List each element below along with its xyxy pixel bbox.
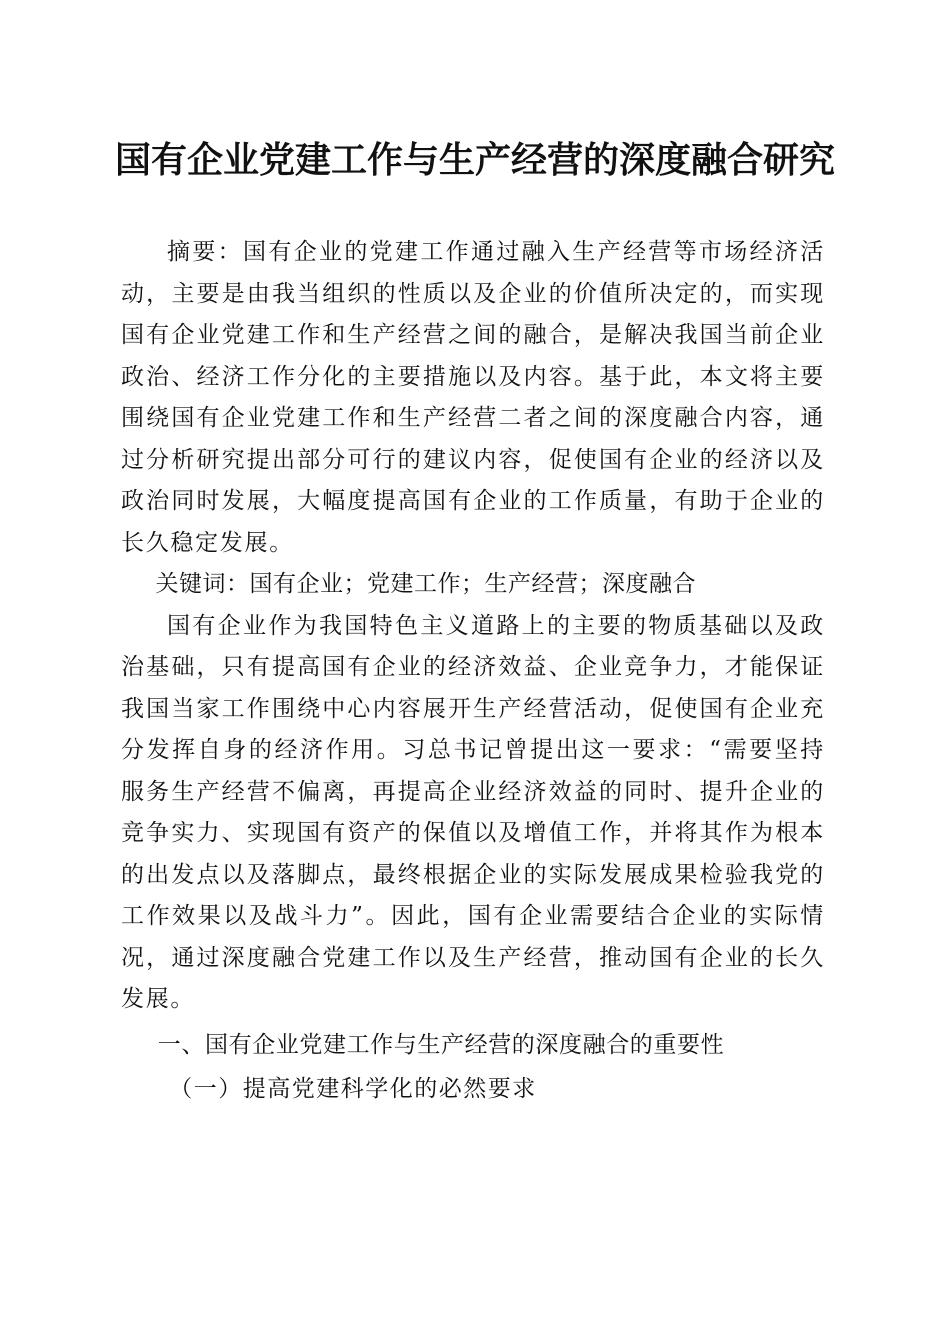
abstract-paragraph: 摘要：国有企业的党建工作通过融入生产经营等市场经济活动，主要是由我当组织的性质以及企业的价值所决定的，而实现国有企业党建工作和生产经营之间的融合，是解决我国当前企业政治、经济工作分化的主要措施以及内容。基于此，本文将主要围绕国有企业党建工作和生产经营二者之间的深度融合内容，通过分析研究提出部分可行的建议内容，促使国有企业的经济以及政治同时发展，大幅度提高国有企业的工作质量，有助于企业的长久稳定发展。 (121, 239, 825, 556)
section-heading: 一、国有企业党建工作与生产经营的深度融合的重要性 (157, 1031, 725, 1058)
keywords-line: 关键词：国有企业；党建工作；生产经营；深度融合 (155, 571, 696, 597)
document-title: 国有企业党建工作与生产经营的深度融合研究 (114, 139, 835, 181)
document-body (121, 232, 825, 1111)
intro-paragraph: 国有企业作为我国特色主义道路上的主要的物质基础以及政治基础，只有提高国有企业的经济效益、企业竞争力，才能保证我国当家工作围绕中心内容展开生产经营活动，促使国有企业充分发挥自身的经济作用。习总书记曾提出这一要求：“需要坚持服务生产经营不偏离，再提高企业经济效益的同时、提升企业的竞争实力、实现国有资产的保值以及增值工作，并将其作为根本的出发点以及落脚点，最终根据企业的实际发展成果检验我党的工作效果以及战斗力”。因此，国有企业需要结合企业的实际情况，通过深度融合党建工作以及生产经营，推动国有企业的长久发展。 (121, 612, 825, 1012)
subsection-heading: （一）提高党建科学化的必然要求 (169, 1075, 537, 1102)
